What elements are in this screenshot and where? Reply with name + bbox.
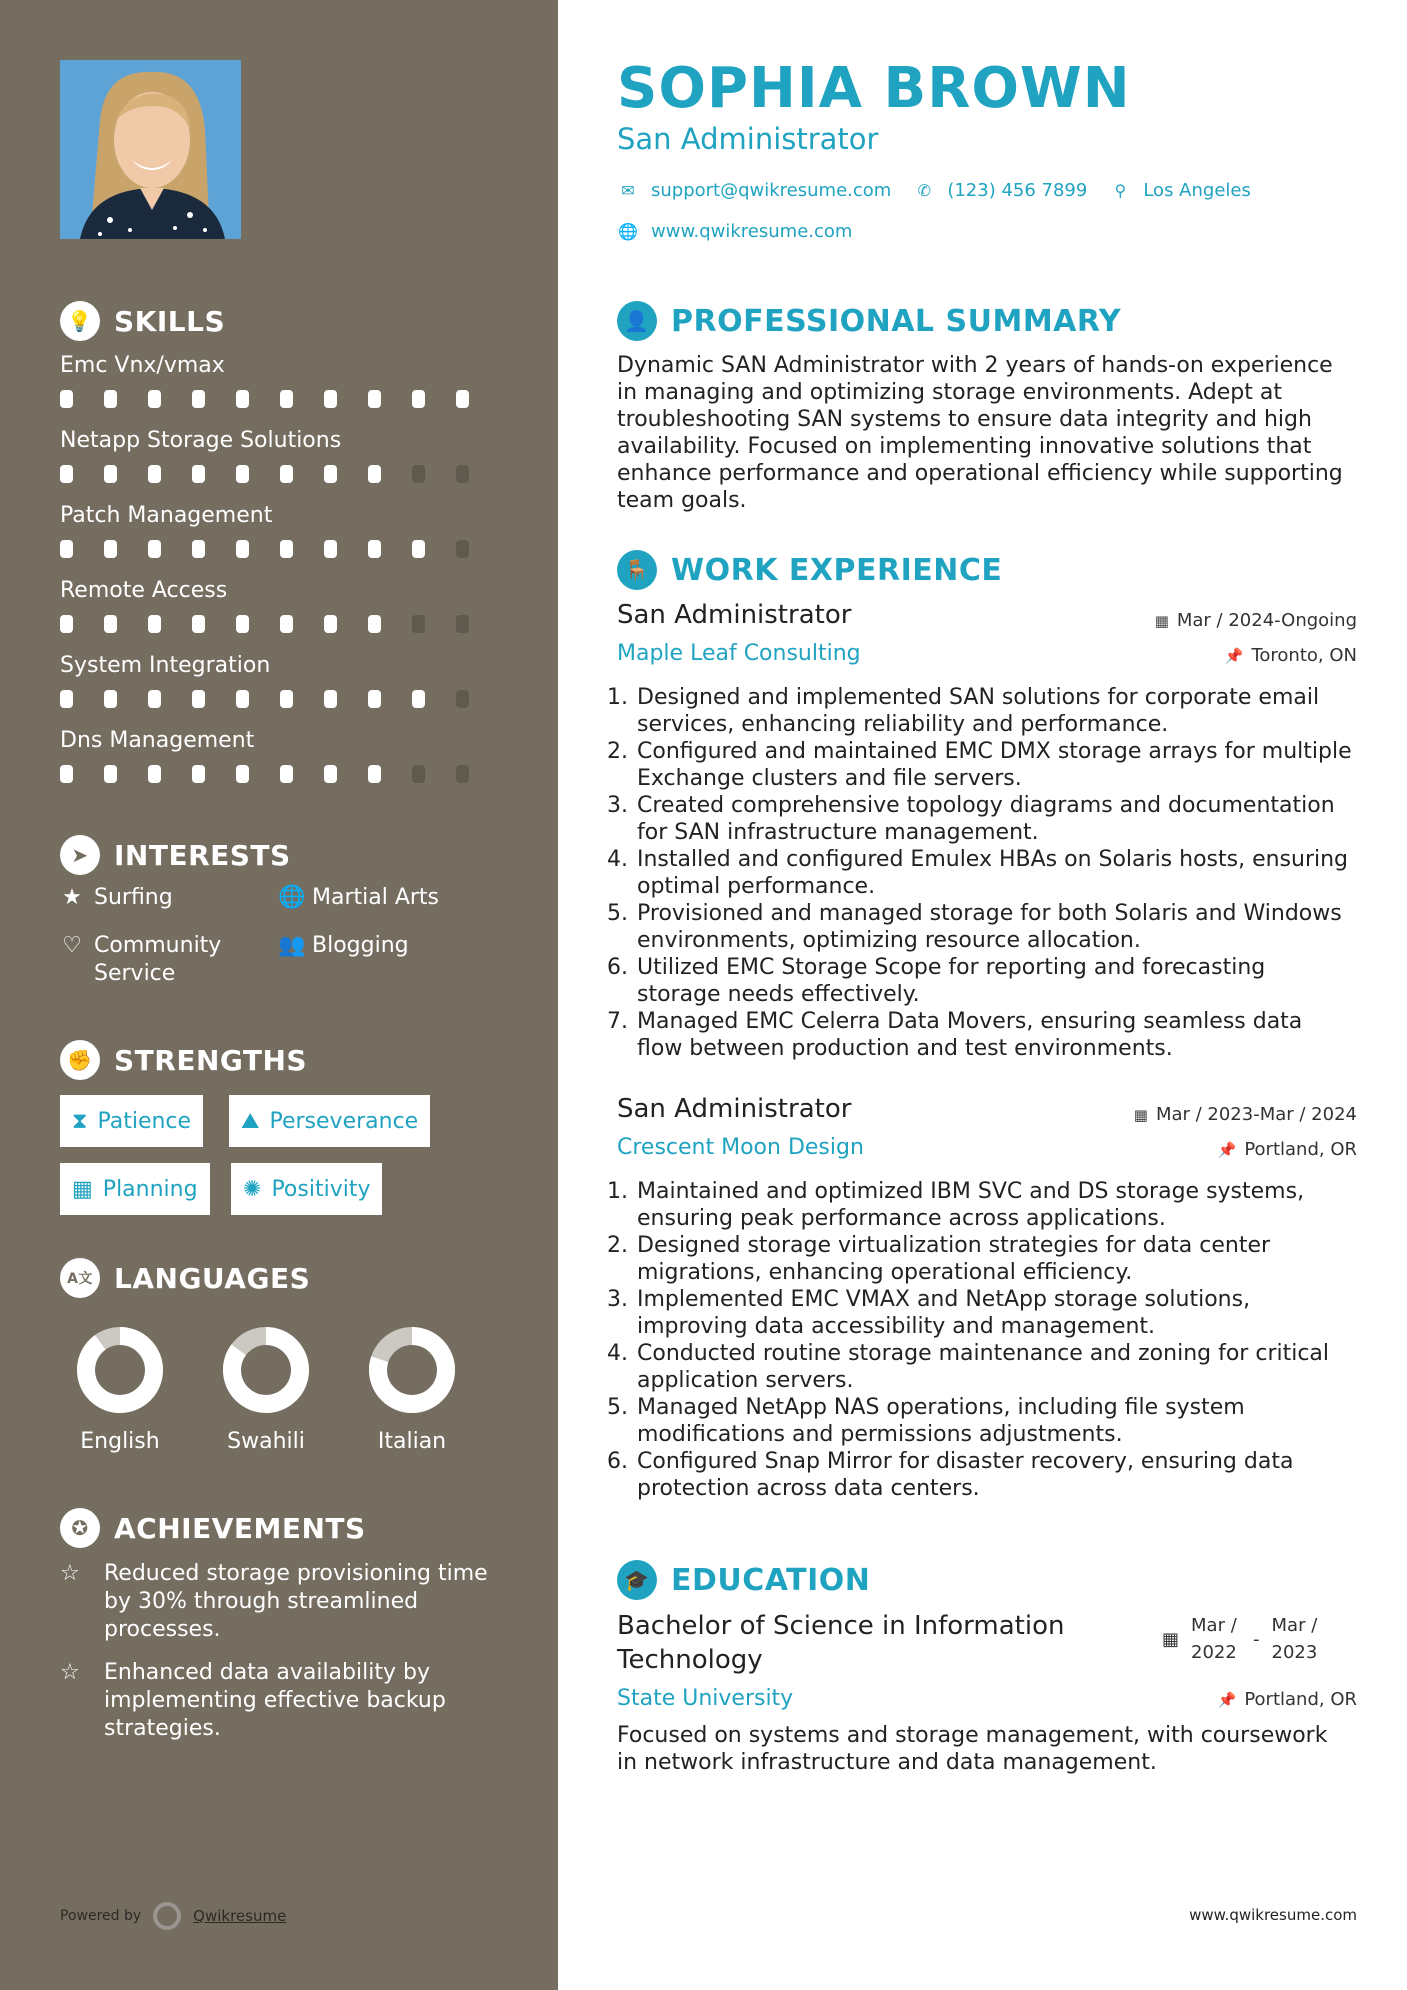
list-item: 1. Designed and implemented SAN solutions for corporate email services, enhancing reliability and performance. — [635, 684, 1352, 738]
skill-dot — [324, 765, 337, 783]
achievements-heading — [60, 1508, 366, 1548]
strength-badge: ✺ Positivity — [231, 1163, 382, 1215]
avatar — [60, 60, 241, 239]
location-contact: ⚲ Los Angeles — [1109, 180, 1251, 201]
candidate-name: SOPHIA BROWN — [617, 56, 1131, 121]
calendar-icon: ▦ — [1162, 1629, 1180, 1650]
skill-dot — [412, 540, 425, 558]
sidebar — [0, 0, 558, 1990]
skill-dot — [412, 465, 425, 483]
hourglass-icon: ⧗ — [72, 1108, 88, 1134]
list-item: 2. Configured and maintained EMC DMX storage arrays for multiple Exchange clusters and file servers. — [635, 738, 1352, 792]
list-item: 2. Designed storage virtualization strategies for data center migrations, enhancing operational efficiency. — [635, 1232, 1352, 1286]
shooting-star-icon: ☆ — [60, 1660, 80, 1685]
skill-item — [60, 427, 500, 483]
skill-name: Emc Vnx/vmax — [60, 353, 225, 378]
skills-heading — [60, 301, 225, 341]
skill-dot — [60, 615, 73, 633]
strength-badge: ⛰ Perseverance — [229, 1095, 430, 1147]
education-location: 📌 Portland, OR — [1217, 1689, 1357, 1710]
skill-dot — [324, 390, 337, 408]
summary-text: Dynamic SAN Administrator with 2 years of hands-on experience in managing and optimizing storage environments. Adept at troubleshooting SAN systems to ensure data integrity and high availability. Focused on implementing innovative solutions that enhance performance and operational efficiency while supporting team goals. — [617, 353, 1343, 513]
interests-heading — [60, 835, 291, 875]
contact-row — [617, 180, 1273, 201]
languages-title: LANGUAGES — [114, 1261, 311, 1295]
website-contact[interactable]: 🌐 www.qwikresume.com — [618, 221, 853, 242]
skill-dot — [148, 465, 161, 483]
graduation-cap-icon: 🎓 — [617, 1560, 657, 1600]
skill-dot — [60, 390, 73, 408]
interest-item: 👥 Blogging — [278, 933, 409, 958]
skill-dot — [280, 765, 293, 783]
main-content — [617, 0, 1357, 1990]
language-name: Italian — [377, 1429, 447, 1454]
skill-dot — [280, 690, 293, 708]
skill-dot — [236, 540, 249, 558]
job-title: San Administrator — [617, 1094, 852, 1124]
job-location: 📌 Toronto, ON — [1224, 645, 1357, 666]
interest-item: ♡ Community Service — [60, 932, 250, 988]
qwikresume-link[interactable]: Qwikresume — [193, 1907, 287, 1925]
achievement-item: ☆ Reduced storage provisioning time by 30% through streamlined processes. — [60, 1561, 488, 1642]
strengths-title: STRENGTHS — [114, 1043, 308, 1077]
skill-dot — [368, 465, 381, 483]
skill-dot — [60, 540, 73, 558]
list-item: 5. Provisioned and managed storage for both Solaris and Windows environments, optimizing resource allocation. — [635, 900, 1352, 954]
language-name: English — [80, 1429, 160, 1454]
skill-dot — [148, 390, 161, 408]
skill-dot — [236, 765, 249, 783]
list-item: 4. Installed and configured Emulex HBAs on Solaris hosts, ensuring optimal performance. — [635, 846, 1352, 900]
email-contact[interactable]: ✉ support@qwikresume.com — [617, 180, 891, 201]
interest-item: ★ Surfing — [60, 884, 173, 912]
user-icon: 👤 — [617, 301, 657, 341]
road-icon: ⛰ — [241, 1108, 260, 1134]
list-item: 3. Created comprehensive topology diagrams and documentation for SAN infrastructure management. — [635, 792, 1352, 846]
footer-url[interactable]: www.qwikresume.com — [1189, 1906, 1357, 1924]
skill-dot — [60, 765, 73, 783]
language-level-ring — [75, 1325, 165, 1415]
powered-by: Powered by Qwikresume — [60, 1902, 286, 1930]
skill-level-dots — [60, 690, 500, 708]
office-chair-icon: 🪑 — [617, 550, 657, 590]
skill-dot — [456, 690, 469, 708]
skill-level-dots — [60, 390, 500, 408]
skill-dot — [192, 690, 205, 708]
job-dates: ▦ Mar / 2024-Ongoing — [1154, 610, 1357, 631]
skill-name: Remote Access — [60, 578, 228, 603]
skill-name: Netapp Storage Solutions — [60, 428, 342, 453]
list-item: 6. Configured Snap Mirror for disaster recovery, ensuring data protection across data centers. — [635, 1448, 1352, 1502]
achievement-item: ☆ Enhanced data availability by implementing effective backup strategies. — [60, 1660, 446, 1741]
skill-dot — [236, 465, 249, 483]
skill-dot — [280, 465, 293, 483]
envelope-icon: ✉ — [621, 181, 635, 200]
skill-dot — [104, 615, 117, 633]
skill-dot — [192, 390, 205, 408]
globe-icon: 🌐 — [278, 885, 306, 910]
strengths-heading — [60, 1040, 307, 1080]
skill-dot — [412, 390, 425, 408]
interest-item: 🌐 Martial Arts — [278, 885, 440, 910]
skill-dot — [60, 690, 73, 708]
globe-icon: 🌐 — [618, 222, 638, 241]
skill-dot — [148, 765, 161, 783]
skill-dot — [192, 765, 205, 783]
pushpin-icon: 📌 — [1217, 1690, 1237, 1709]
skill-dot — [456, 465, 469, 483]
skill-level-dots — [60, 765, 500, 783]
interests-title: INTERESTS — [114, 838, 291, 872]
skill-dot — [456, 615, 469, 633]
skill-dot — [104, 540, 117, 558]
education-heading: 🎓 EDUCATION — [617, 1560, 870, 1600]
skill-dot — [148, 690, 161, 708]
skill-dot — [368, 390, 381, 408]
phone-contact[interactable]: ✆ (123) 456 7899 — [913, 180, 1087, 201]
job-company: Maple Leaf Consulting — [617, 641, 861, 666]
website-row — [617, 221, 874, 242]
candidate-role: San Administrator — [617, 122, 879, 156]
skill-dot — [192, 615, 205, 633]
skill-dot — [280, 540, 293, 558]
job-location: 📌 Portland, OR — [1217, 1139, 1357, 1160]
calendar-icon: ▦ — [1133, 1105, 1148, 1124]
list-item: 3. Implemented EMC VMAX and NetApp storage solutions, improving data accessibility and management. — [635, 1286, 1352, 1340]
skill-dot — [192, 540, 205, 558]
calendar-icon: ▦ — [72, 1176, 93, 1202]
skill-dot — [368, 765, 381, 783]
translate-icon: A文 — [60, 1258, 100, 1298]
list-item: 6. Utilized EMC Storage Scope for reporting and forecasting storage needs effectively. — [635, 954, 1352, 1008]
skill-dot — [104, 465, 117, 483]
work-heading: 🪑 WORK EXPERIENCE — [617, 550, 1002, 590]
job-title: San Administrator — [617, 600, 852, 630]
job-company: Crescent Moon Design — [617, 1135, 864, 1160]
pushpin-icon: 📌 — [1217, 1140, 1237, 1159]
skill-dot — [280, 390, 293, 408]
phone-icon: ✆ — [917, 181, 932, 200]
skill-name: System Integration — [60, 653, 271, 678]
skill-dot — [192, 465, 205, 483]
skill-item — [60, 727, 500, 783]
degree-title: Bachelor of Science in Information Technology — [617, 1611, 1065, 1675]
skill-dot — [368, 540, 381, 558]
skill-dot — [412, 690, 425, 708]
trophy-star-icon: ✪ — [60, 1508, 100, 1548]
star-icon: ★ — [62, 885, 82, 910]
school-name: State University — [617, 1686, 794, 1711]
skill-dot — [456, 765, 469, 783]
list-item: 7. Managed EMC Celerra Data Movers, ensuring seamless data flow between production and test environments. — [635, 1008, 1352, 1062]
language-item — [362, 1325, 462, 1454]
skill-dot — [104, 765, 117, 783]
language-level-arc — [86, 1336, 154, 1404]
profile-photo — [60, 60, 241, 239]
skill-dot — [456, 540, 469, 558]
skill-dot — [280, 615, 293, 633]
skill-item — [60, 577, 500, 633]
skill-dot — [368, 615, 381, 633]
languages-heading — [60, 1258, 310, 1298]
shooting-star-icon: ☆ — [60, 1561, 80, 1586]
fist-icon: ✊ — [60, 1040, 100, 1080]
education-text: Focused on systems and storage management, with coursework in network infrastructure and data management. — [617, 1723, 1328, 1775]
skill-dot — [236, 390, 249, 408]
heart-icon: ♡ — [62, 933, 82, 958]
users-icon: 👥 — [278, 933, 306, 958]
job-bullets — [617, 684, 1352, 1062]
skill-dot — [104, 690, 117, 708]
skill-dot — [324, 465, 337, 483]
sun-icon: ✺ — [243, 1176, 262, 1202]
calendar-icon: ▦ — [1154, 611, 1169, 630]
list-item: 1. Maintained and optimized IBM SVC and DS storage systems, ensuring peak performance across applications. — [635, 1178, 1352, 1232]
skill-dot — [412, 615, 425, 633]
skill-dot — [60, 465, 73, 483]
achievements-title: ACHIEVEMENTS — [114, 1511, 366, 1545]
skill-dot — [368, 690, 381, 708]
skill-item — [60, 502, 500, 558]
skill-dot — [456, 390, 469, 408]
strength-badge: ⧗ Patience — [60, 1095, 203, 1147]
map-pin-icon: ⚲ — [1114, 181, 1127, 200]
language-name: Swahili — [227, 1429, 305, 1454]
language-level-ring — [221, 1325, 311, 1415]
job-dates: ▦ Mar / 2023-Mar / 2024 — [1133, 1104, 1357, 1125]
pushpin-icon: 📌 — [1224, 646, 1244, 665]
skill-dot — [324, 540, 337, 558]
skill-dot — [148, 615, 161, 633]
skills-title: SKILLS — [114, 304, 226, 338]
skill-dot — [236, 690, 249, 708]
education-dates: ▦ Mar / 2022 - Mar / 2023 — [1162, 1615, 1318, 1663]
skill-name: Patch Management — [60, 503, 273, 528]
job-bullets — [617, 1178, 1352, 1502]
language-item — [216, 1325, 316, 1454]
skill-dot — [324, 615, 337, 633]
skill-item — [60, 652, 500, 708]
skill-level-dots — [60, 465, 500, 483]
language-level-ring — [367, 1325, 457, 1415]
strength-badge: ▦ Planning — [60, 1163, 210, 1215]
skill-level-dots — [60, 615, 500, 633]
lightbulb-icon: 💡 — [60, 301, 100, 341]
skill-level-dots — [60, 540, 500, 558]
skill-dot — [324, 690, 337, 708]
list-item: 4. Conducted routine storage maintenance and zoning for critical application servers. — [635, 1340, 1352, 1394]
list-item: 5. Managed NetApp NAS operations, including file system modifications and permissions adjustments. — [635, 1394, 1352, 1448]
skill-item — [60, 352, 500, 408]
skill-dot — [104, 390, 117, 408]
skill-dot — [412, 765, 425, 783]
skill-name: Dns Management — [60, 728, 255, 753]
summary-heading: 👤 PROFESSIONAL SUMMARY — [617, 301, 1121, 341]
language-item — [70, 1325, 170, 1454]
skill-dot — [236, 615, 249, 633]
skill-dot — [148, 540, 161, 558]
paper-plane-icon: ➤ — [60, 835, 100, 875]
qwikresume-logo-icon — [153, 1902, 181, 1930]
